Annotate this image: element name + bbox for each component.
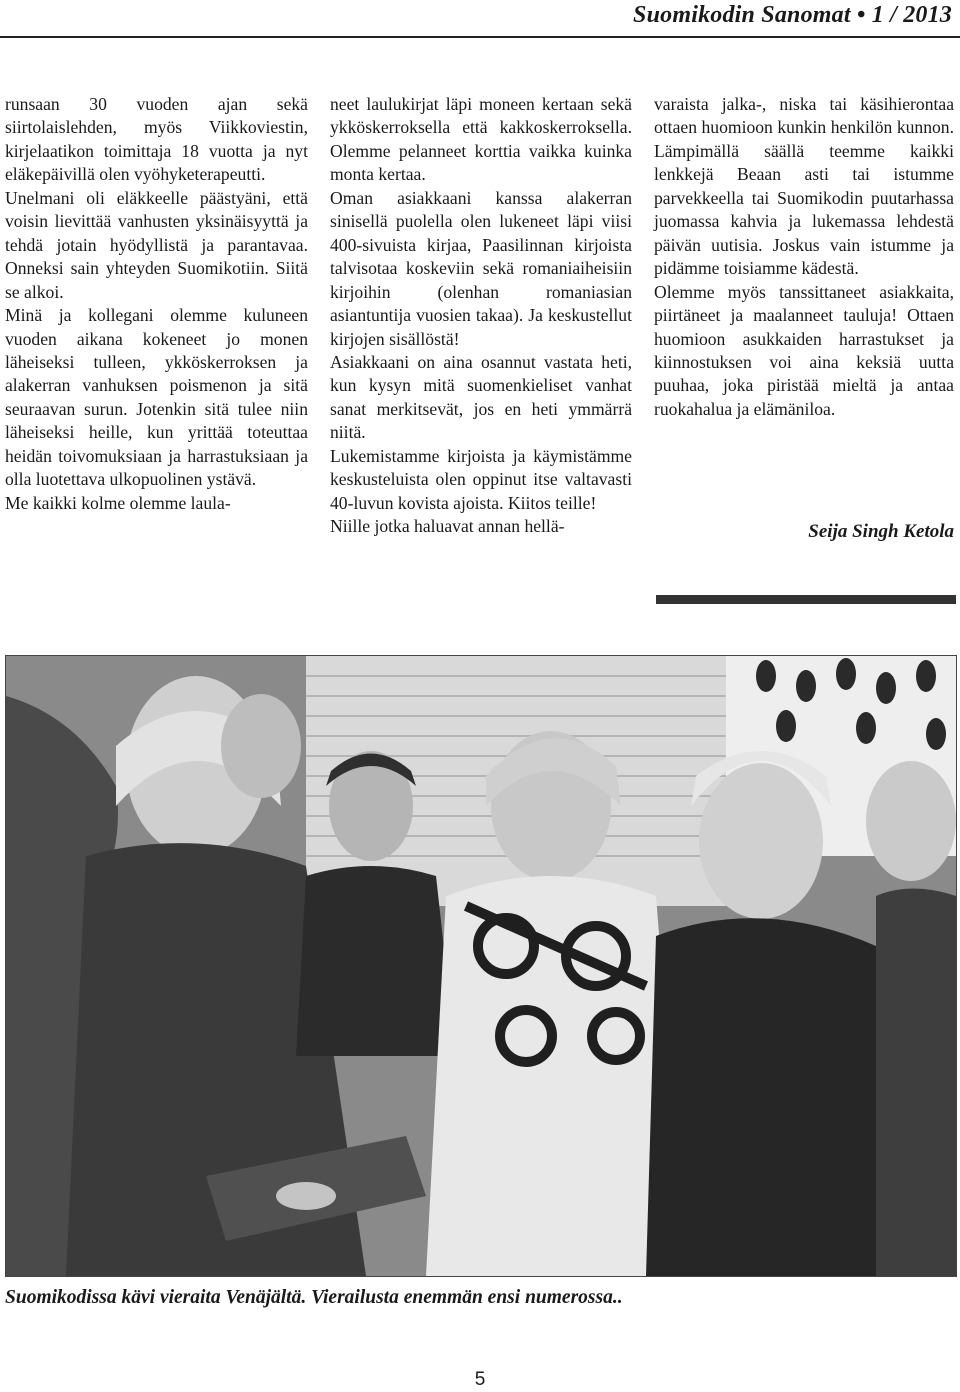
paragraph: Me kaikki kolme olemme laula- (5, 492, 231, 513)
article-column-1 (5, 93, 308, 515)
page-header (0, 0, 960, 38)
paragraph: Minä ja kollegani olemme kuluneen vuoden aikana kokeneet jo monen läheiseksi tulleen, ykköskerroksen ja alakerran vanhuksen poismenon ja sitä seuraavan surun. Jotenkin sitä tulee niin läheiseksi heille, kun yrittää toteuttaa heidän toivomuksiaan ja harrastuksiaan ja olla luotettava ulkopuolinen ystävä. (5, 305, 308, 490)
photo-illustration (6, 656, 956, 1276)
page-number: 5 (474, 1369, 486, 1390)
author-signature: Seija Singh Ketola (808, 521, 954, 542)
paragraph: Olemme myös tanssittaneet asiakkaita, piirtäneet ja maalanneet tauluja! Ottaen huomioon asukkaiden harrastukset ja kiinnostuksen voi aina keksiä uutta puuhaa, joka piristää mieltä ja antaa ruokahalua ja elämäniloa. (654, 281, 954, 419)
article-column-3 (654, 93, 954, 421)
publication-title: Suomikodin Sanomat • 1 / 2013 (633, 2, 952, 28)
article-column-2 (330, 93, 632, 539)
paragraph: varaista jalka-, niska tai käsihierontaa ottaen huomioon kunkin henkilön kunnon. Lämpimällä säällä teemme kaikki lenkkejä Beaan asti tai istumme parvekkeella tai Suomikodin puutarhassa juomassa kahvia ja lukemassa lehdestä päivän uutisia. Joskus vain istumme ja pidämme toisiamme kädestä. (654, 94, 954, 279)
paragraph: neet laulukirjat läpi moneen kertaan sekä ykköskerroksella että kakkoskerroksella. Olemme pelanneet korttia vaikka kuinka monta kertaa. (330, 94, 632, 185)
photo-caption: Suomikodissa kävi vieraita Venäjältä. Vierailusta enemmän ensi numerossa.. (5, 1287, 623, 1308)
paragraph: Lukemistamme kirjoista ja käymistämme keskusteluista olen oppinut itse valtavasti 40-luvun kovista ajoista. Kiitos teille! (330, 445, 632, 513)
paragraph: Niille jotka haluavat annan hellä- (330, 516, 565, 537)
paragraph: Asiakkaani on aina osannut vastata heti, kun kysyn mitä suomenkieliset vanhat sanat merkitsevät, jos en heti ymmärrä niitä. (330, 351, 632, 443)
article-photo (5, 655, 957, 1277)
paragraph: runsaan 30 vuoden ajan sekä siirtolaislehden, myös Viikkoviestin, kirjelaatikon toimittaja 18 vuotta ja nyt eläkepäivillä olen vyöhyketerapeutti. (5, 94, 308, 185)
paragraph: Oman asiakkaani kanssa alakerran sinisellä puolella olen lukeneet läpi viisi 400-sivuista kirjaa, Paasilinnan kirjoista talvisotaa koskeviin sekä romaniaiheisiin kirjoihin (olenhan romaniasian asiantuntija vuosien takaa). Ja keskustellut kirjojen sisällöstä! (330, 187, 632, 349)
article-end-bar (656, 595, 956, 604)
paragraph: Unelmani oli eläkkeelle päästyäni, että voisin lievittää vanhusten yksinäisyyttä ja tehdä jotain hyödyllistä ja parantavaa. Onneksi sain yhteyden Suomikotiin. Siitä se alkoi. (5, 187, 308, 302)
